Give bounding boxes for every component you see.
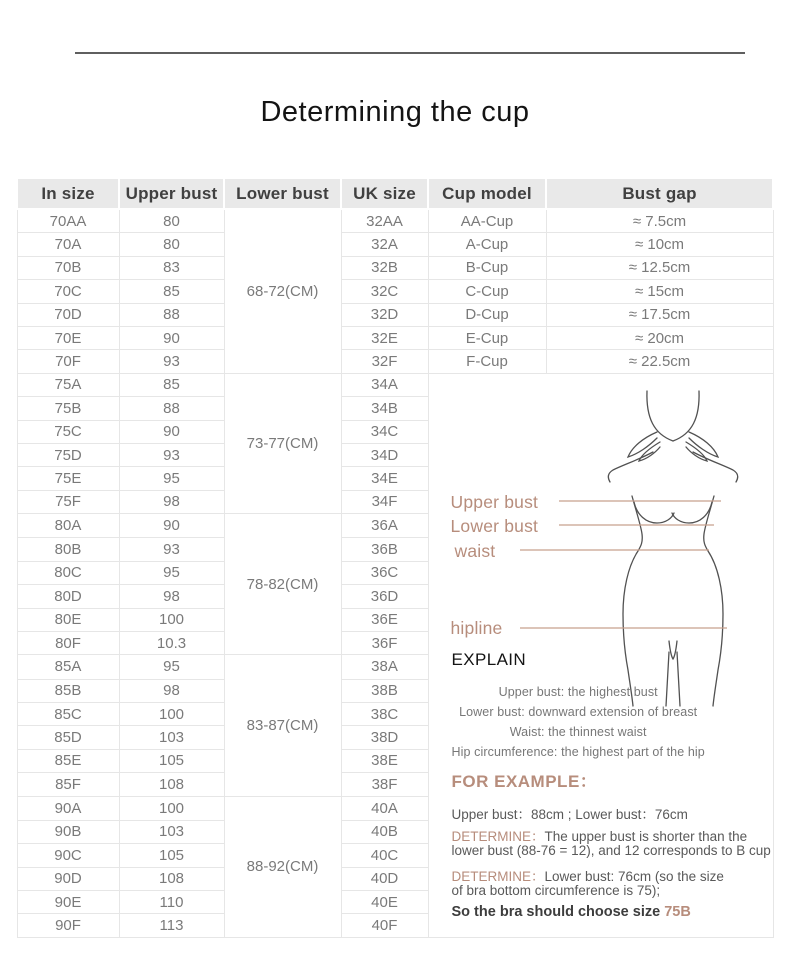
lower-bust-label: Lower bust xyxy=(450,515,539,536)
cell-bust-gap: ≈ 15cm xyxy=(546,280,773,303)
cell-upper-bust: 110 xyxy=(119,890,224,913)
cell-in-size: 90F xyxy=(17,914,119,937)
cell-uk-size: 38F xyxy=(341,773,428,796)
explain-text xyxy=(452,682,705,762)
cell-in-size: 75B xyxy=(17,397,119,420)
cell-in-size: 70A xyxy=(17,233,119,256)
cell-cup-model: D-Cup xyxy=(428,303,546,326)
table-row xyxy=(17,233,773,256)
cell-uk-size: 36D xyxy=(341,585,428,608)
cell-uk-size: 40B xyxy=(341,820,428,843)
determine-label: DETERMINE： xyxy=(451,828,545,844)
cell-uk-size: 34F xyxy=(341,490,428,513)
cell-uk-size: 38A xyxy=(341,655,428,679)
size-table xyxy=(16,177,774,938)
cell-cup-model: AA-Cup xyxy=(428,209,546,233)
cell-cup-model: A-Cup xyxy=(428,233,546,256)
cell-in-size: 75D xyxy=(17,443,119,466)
cell-upper-bust: 108 xyxy=(119,773,224,796)
table-row xyxy=(17,326,773,349)
cell-upper-bust: 88 xyxy=(119,303,224,326)
cell-in-size: 75C xyxy=(17,420,119,443)
cell-uk-size: 32AA xyxy=(341,209,428,233)
example-measurements: Upper bust：88cm ; Lower bust：76cm xyxy=(451,806,688,822)
cell-upper-bust: 90 xyxy=(119,326,224,349)
cell-upper-bust: 10.3 xyxy=(119,631,224,654)
cell-upper-bust: 103 xyxy=(119,820,224,843)
cell-upper-bust: 80 xyxy=(119,233,224,256)
col-header-uk-size: UK size xyxy=(341,178,428,209)
table-row xyxy=(17,256,773,279)
cell-in-size: 85C xyxy=(17,702,119,725)
cell-upper-bust: 93 xyxy=(119,443,224,466)
cell-upper-bust: 83 xyxy=(119,256,224,279)
cell-upper-bust: 95 xyxy=(119,467,224,490)
cell-upper-bust: 98 xyxy=(119,490,224,513)
explain-line-lower-bust: Lower bust: downward extension of breast xyxy=(459,704,698,719)
cell-upper-bust: 85 xyxy=(119,373,224,396)
cell-uk-size: 34C xyxy=(341,420,428,443)
determine-label-2: DETERMINE： xyxy=(451,868,545,884)
torso-side-left xyxy=(623,496,642,706)
cell-uk-size: 36B xyxy=(341,538,428,561)
explain-line-hip: Hip circumference: the highest part of the hip xyxy=(451,744,705,759)
cell-upper-bust: 93 xyxy=(119,350,224,373)
col-header-cup-model: Cup model xyxy=(428,178,546,209)
cell-upper-bust: 108 xyxy=(119,867,224,890)
cell-upper-bust: 90 xyxy=(119,420,224,443)
col-header-lower-bust: Lower bust xyxy=(224,178,341,209)
cell-lower-bust-range: 78-82(CM) xyxy=(224,514,341,655)
cell-uk-size: 32B xyxy=(341,256,428,279)
cell-in-size: 80A xyxy=(17,514,119,538)
example-determine-1 xyxy=(452,825,748,845)
cell-uk-size: 38B xyxy=(341,679,428,702)
cell-uk-size: 32D xyxy=(341,303,428,326)
cell-bust-gap: ≈ 7.5cm xyxy=(546,209,773,233)
cell-in-size: 70F xyxy=(17,350,119,373)
example-determine-2 xyxy=(452,865,724,885)
cell-upper-bust: 103 xyxy=(119,726,224,749)
cell-in-size: 70C xyxy=(17,280,119,303)
for-example-heading: FOR EXAMPLE： xyxy=(451,771,598,791)
cell-in-size: 80D xyxy=(17,585,119,608)
cell-uk-size: 38D xyxy=(341,726,428,749)
cell-cup-model: F-Cup xyxy=(428,350,546,373)
cell-in-size: 70B xyxy=(17,256,119,279)
cell-in-size: 75A xyxy=(17,373,119,396)
cell-lower-bust-range: 68-72(CM) xyxy=(224,209,341,373)
cell-upper-bust: 93 xyxy=(119,538,224,561)
waist-label: waist xyxy=(454,540,496,561)
torso-side-right xyxy=(703,496,722,706)
cell-uk-size: 40C xyxy=(341,844,428,867)
crotch-line xyxy=(669,641,677,659)
cell-uk-size: 38C xyxy=(341,702,428,725)
cell-uk-size: 32A xyxy=(341,233,428,256)
cell-uk-size: 36F xyxy=(341,631,428,654)
cell-cup-model: E-Cup xyxy=(428,326,546,349)
cell-bust-gap: ≈ 12.5cm xyxy=(546,256,773,279)
table-row xyxy=(17,373,773,396)
cell-upper-bust: 105 xyxy=(119,844,224,867)
cell-in-size: 70E xyxy=(17,326,119,349)
cell-in-size: 75F xyxy=(17,490,119,513)
table-header-row xyxy=(17,178,773,209)
cell-uk-size: 32F xyxy=(341,350,428,373)
cell-upper-bust: 88 xyxy=(119,397,224,420)
cell-upper-bust: 100 xyxy=(119,796,224,820)
body-measurement-figure xyxy=(429,374,774,937)
determine-2-text: Lower bust: 76cm (so the size xyxy=(544,868,724,884)
cell-in-size: 90D xyxy=(17,867,119,890)
cell-uk-size: 40D xyxy=(341,867,428,890)
hair-tuft-right xyxy=(689,432,718,457)
upper-bust-label: Upper bust xyxy=(450,491,539,512)
cell-lower-bust-range: 83-87(CM) xyxy=(224,655,341,796)
page-title: Determining the cup xyxy=(260,96,530,128)
cell-upper-bust: 100 xyxy=(119,702,224,725)
conclusion-text: So the bra should choose size xyxy=(451,903,665,920)
cell-in-size: 90A xyxy=(17,796,119,820)
cell-lower-bust-range: 88-92(CM) xyxy=(224,796,341,937)
breast-curve-left xyxy=(634,502,674,523)
cell-uk-size: 36A xyxy=(341,514,428,538)
explain-heading: EXPLAIN xyxy=(451,649,527,669)
hair-tuft-left xyxy=(628,432,657,457)
cell-in-size: 70AA xyxy=(17,209,119,233)
explain-line-upper-bust: Upper bust: the highest bust xyxy=(498,684,658,699)
cell-in-size: 70D xyxy=(17,303,119,326)
cell-uk-size: 40F xyxy=(341,914,428,937)
cell-in-size: 75E xyxy=(17,467,119,490)
cell-uk-size: 34E xyxy=(341,467,428,490)
cell-upper-bust: 80 xyxy=(119,209,224,233)
conclusion-size-value: 75B xyxy=(664,903,691,920)
example-determine-2-cont: of bra bottom circumference is 75); xyxy=(451,882,661,898)
cell-upper-bust: 95 xyxy=(119,561,224,584)
cell-in-size: 85E xyxy=(17,749,119,772)
cell-bust-gap: ≈ 22.5cm xyxy=(546,350,773,373)
table-row xyxy=(17,209,773,233)
table-row xyxy=(17,280,773,303)
cell-cup-model: C-Cup xyxy=(428,280,546,303)
cell-in-size: 85D xyxy=(17,726,119,749)
cell-upper-bust: 105 xyxy=(119,749,224,772)
cell-in-size: 90E xyxy=(17,890,119,913)
cell-upper-bust: 98 xyxy=(119,679,224,702)
size-table-body xyxy=(17,209,773,937)
cell-in-size: 85B xyxy=(17,679,119,702)
cell-in-size: 80C xyxy=(17,561,119,584)
example-determine-1-cont: lower bust (88-76 = 12), and 12 corresponds to B cup xyxy=(451,842,771,858)
cell-uk-size: 32C xyxy=(341,280,428,303)
explain-line-waist: Waist: the thinnest waist xyxy=(509,724,647,739)
breast-curve-right xyxy=(672,502,712,523)
cell-uk-size: 34D xyxy=(341,443,428,466)
cell-in-size: 90B xyxy=(17,820,119,843)
body-outline xyxy=(608,391,737,706)
col-header-bust-gap: Bust gap xyxy=(546,178,773,209)
cell-upper-bust: 113 xyxy=(119,914,224,937)
cell-uk-size: 32E xyxy=(341,326,428,349)
cell-uk-size: 36E xyxy=(341,608,428,631)
cell-in-size: 90C xyxy=(17,844,119,867)
determine-1-text: The upper bust is shorter than the xyxy=(544,828,748,844)
example-conclusion xyxy=(452,904,691,920)
cell-in-size: 85A xyxy=(17,655,119,679)
col-header-in-size: In size xyxy=(17,178,119,209)
cell-in-size: 80F xyxy=(17,631,119,654)
cell-uk-size: 40E xyxy=(341,890,428,913)
cell-lower-bust-range: 73-77(CM) xyxy=(224,373,341,513)
hipline-label: hipline xyxy=(450,617,503,638)
cell-bust-gap: ≈ 20cm xyxy=(546,326,773,349)
cell-upper-bust: 85 xyxy=(119,280,224,303)
cell-bust-gap: ≈ 17.5cm xyxy=(546,303,773,326)
cell-uk-size: 36C xyxy=(341,561,428,584)
cell-bust-gap: ≈ 10cm xyxy=(546,233,773,256)
cell-in-size: 85F xyxy=(17,773,119,796)
figure-cell xyxy=(428,373,773,937)
table-row xyxy=(17,303,773,326)
cell-uk-size: 34A xyxy=(341,373,428,396)
cell-uk-size: 38E xyxy=(341,749,428,772)
table-row xyxy=(17,350,773,373)
cell-in-size: 80B xyxy=(17,538,119,561)
col-header-upper-bust: Upper bust xyxy=(119,178,224,209)
cell-upper-bust: 100 xyxy=(119,608,224,631)
cell-cup-model: B-Cup xyxy=(428,256,546,279)
cell-uk-size: 40A xyxy=(341,796,428,820)
cell-upper-bust: 90 xyxy=(119,514,224,538)
cell-upper-bust: 95 xyxy=(119,655,224,679)
top-divider-line xyxy=(75,52,745,54)
cell-uk-size: 34B xyxy=(341,397,428,420)
cell-in-size: 80E xyxy=(17,608,119,631)
cell-upper-bust: 98 xyxy=(119,585,224,608)
